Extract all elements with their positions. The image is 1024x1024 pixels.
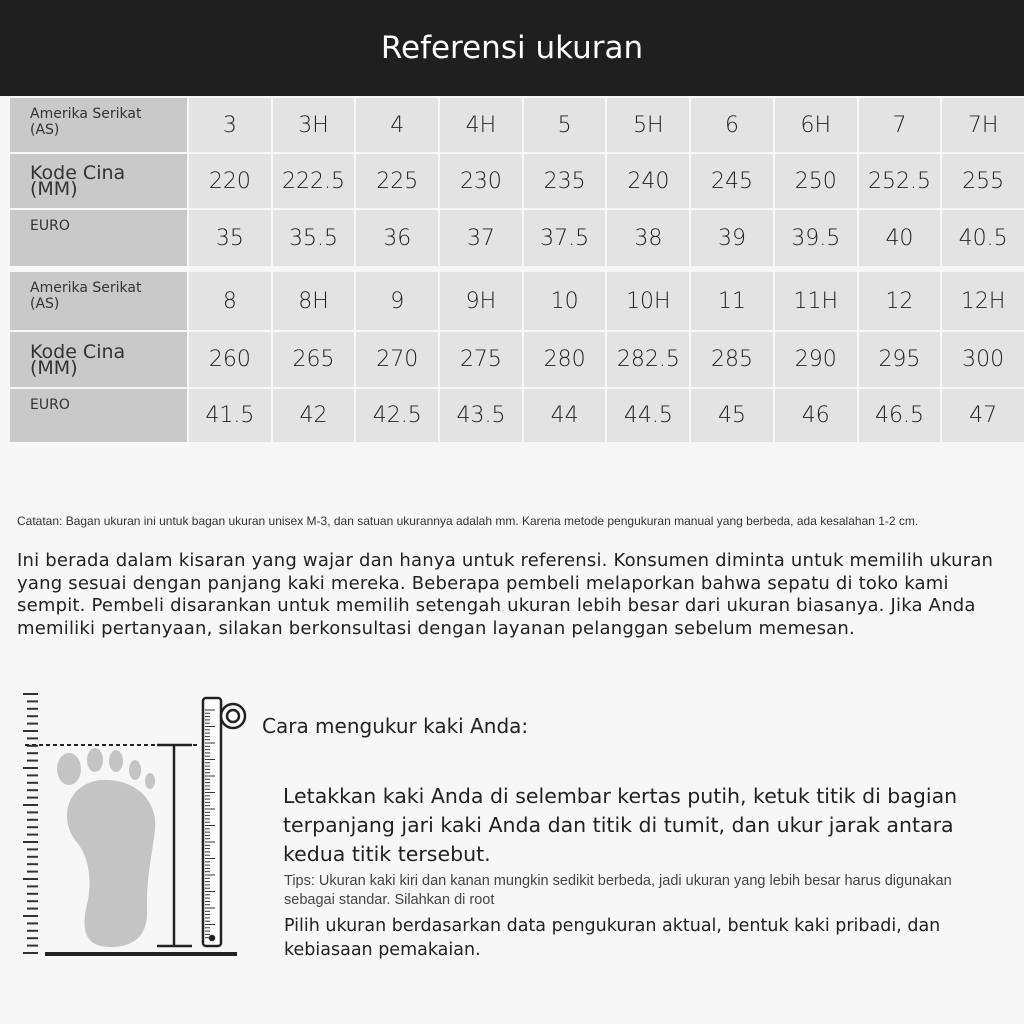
size-cell: 3H xyxy=(273,98,355,152)
size-cell: 44.5 xyxy=(607,389,689,442)
size-table-1 xyxy=(10,98,1024,266)
size-cell: 222.5 xyxy=(273,154,355,208)
size-cell: 300 xyxy=(942,332,1024,387)
size-cell: 10 xyxy=(524,272,606,330)
size-cell: 8H xyxy=(273,272,355,330)
size-cell: 11H xyxy=(775,272,857,330)
choose-size-text: Pilih ukuran berdasarkan data pengukuran aktual, bentuk kaki pribadi, dan kebiasaan pemakaian. xyxy=(284,916,941,960)
size-cell: 40 xyxy=(859,210,941,266)
header-bar xyxy=(0,0,1024,96)
size-cell: 230 xyxy=(440,154,522,208)
size-cell: 35 xyxy=(189,210,271,266)
foot-icon xyxy=(57,748,155,947)
size-cell: 265 xyxy=(273,332,355,387)
size-cell: 46 xyxy=(775,389,857,442)
left-ruler-ticks-icon xyxy=(23,694,38,953)
how-to-measure-title: Cara mengukur kaki Anda: xyxy=(262,714,529,738)
size-cell: 9 xyxy=(356,272,438,330)
size-cell: 10H xyxy=(607,272,689,330)
size-cell: 295 xyxy=(859,332,941,387)
size-cell: 5 xyxy=(524,98,606,152)
size-cell: 275 xyxy=(440,332,522,387)
size-cell: 38 xyxy=(607,210,689,266)
size-cell: 12 xyxy=(859,272,941,330)
size-cell: 282.5 xyxy=(607,332,689,387)
size-cell: 42.5 xyxy=(356,389,438,442)
size-cell: 7 xyxy=(859,98,941,152)
size-cell: 47 xyxy=(942,389,1024,442)
foot-measure-illustration xyxy=(0,680,260,970)
size-cell: 270 xyxy=(356,332,438,387)
size-cell: 4H xyxy=(440,98,522,152)
note-text: Catatan: Bagan ukuran ini untuk bagan ukuran unisex M-3, dan satuan ukurannya adalah mm. Karena metode pengukuran manual yang berbeda, ada kesalahan 1-2 cm. xyxy=(17,514,919,528)
size-cell: 40.5 xyxy=(942,210,1024,266)
size-cell: 44 xyxy=(524,389,606,442)
size-cell: 252.5 xyxy=(859,154,941,208)
size-cell: 36 xyxy=(356,210,438,266)
size-cell: 260 xyxy=(189,332,271,387)
size-cell: 9H xyxy=(440,272,522,330)
size-cell: 245 xyxy=(691,154,773,208)
row-label: Amerika Serikat (AS) xyxy=(10,98,187,152)
row-label: Amerika Serikat (AS) xyxy=(10,272,187,330)
row-label: Kode Cina (MM) xyxy=(10,332,187,387)
size-cell: 12H xyxy=(942,272,1024,330)
size-cell: 46.5 xyxy=(859,389,941,442)
size-cell: 37 xyxy=(440,210,522,266)
size-cell: 43.5 xyxy=(440,389,522,442)
size-cell: 3 xyxy=(189,98,271,152)
size-cell: 7H xyxy=(942,98,1024,152)
size-cell: 255 xyxy=(942,154,1024,208)
measure-instruction: Letakkan kaki Anda di selembar kertas putih, ketuk titik di bagian terpanjang jari kaki Anda dan titik di tumit, dan ukur jarak antara kedua titik tersebut. xyxy=(283,784,958,866)
size-cell: 41.5 xyxy=(189,389,271,442)
size-cell: 37.5 xyxy=(524,210,606,266)
size-cell: 6 xyxy=(691,98,773,152)
size-cell: 290 xyxy=(775,332,857,387)
size-cell: 5H xyxy=(607,98,689,152)
size-cell: 240 xyxy=(607,154,689,208)
size-cell: 39 xyxy=(691,210,773,266)
size-table-2 xyxy=(10,272,1024,442)
size-cell: 8 xyxy=(189,272,271,330)
size-cell: 45 xyxy=(691,389,773,442)
size-cell: 220 xyxy=(189,154,271,208)
size-cell: 235 xyxy=(524,154,606,208)
row-label: EURO xyxy=(10,389,187,442)
size-cell: 250 xyxy=(775,154,857,208)
row-label: EURO xyxy=(10,210,187,266)
size-cell: 35.5 xyxy=(273,210,355,266)
size-cell: 39.5 xyxy=(775,210,857,266)
size-cell: 11 xyxy=(691,272,773,330)
row-label: Kode Cina (MM) xyxy=(10,154,187,208)
size-cell: 225 xyxy=(356,154,438,208)
size-cell: 285 xyxy=(691,332,773,387)
size-cell: 6H xyxy=(775,98,857,152)
reference-paragraph: Ini berada dalam kisaran yang wajar dan hanya untuk referensi. Konsumen diminta untuk memilih ukuran yang sesuai dengan panjang kaki mereka. Beberapa pembeli melaporkan bahwa sepatu di toko kami sempit. Pembeli disarankan untuk memilih setengah ukuran lebih besar dari ukuran biasanya. Jika Anda memiliki pertanyaan, silakan berkonsultasi dengan layanan pelanggan sebelum memesan. xyxy=(17,550,994,639)
size-cell: 42 xyxy=(273,389,355,442)
tips-text: Tips: Ukuran kaki kiri dan kanan mungkin sedikit berbeda, jadi ukuran yang lebih besar harus digunakan sebagai standar. Silahkan di root xyxy=(284,873,952,908)
size-cell: 280 xyxy=(524,332,606,387)
size-cell: 4 xyxy=(356,98,438,152)
page-title: Referensi ukuran xyxy=(380,30,644,66)
